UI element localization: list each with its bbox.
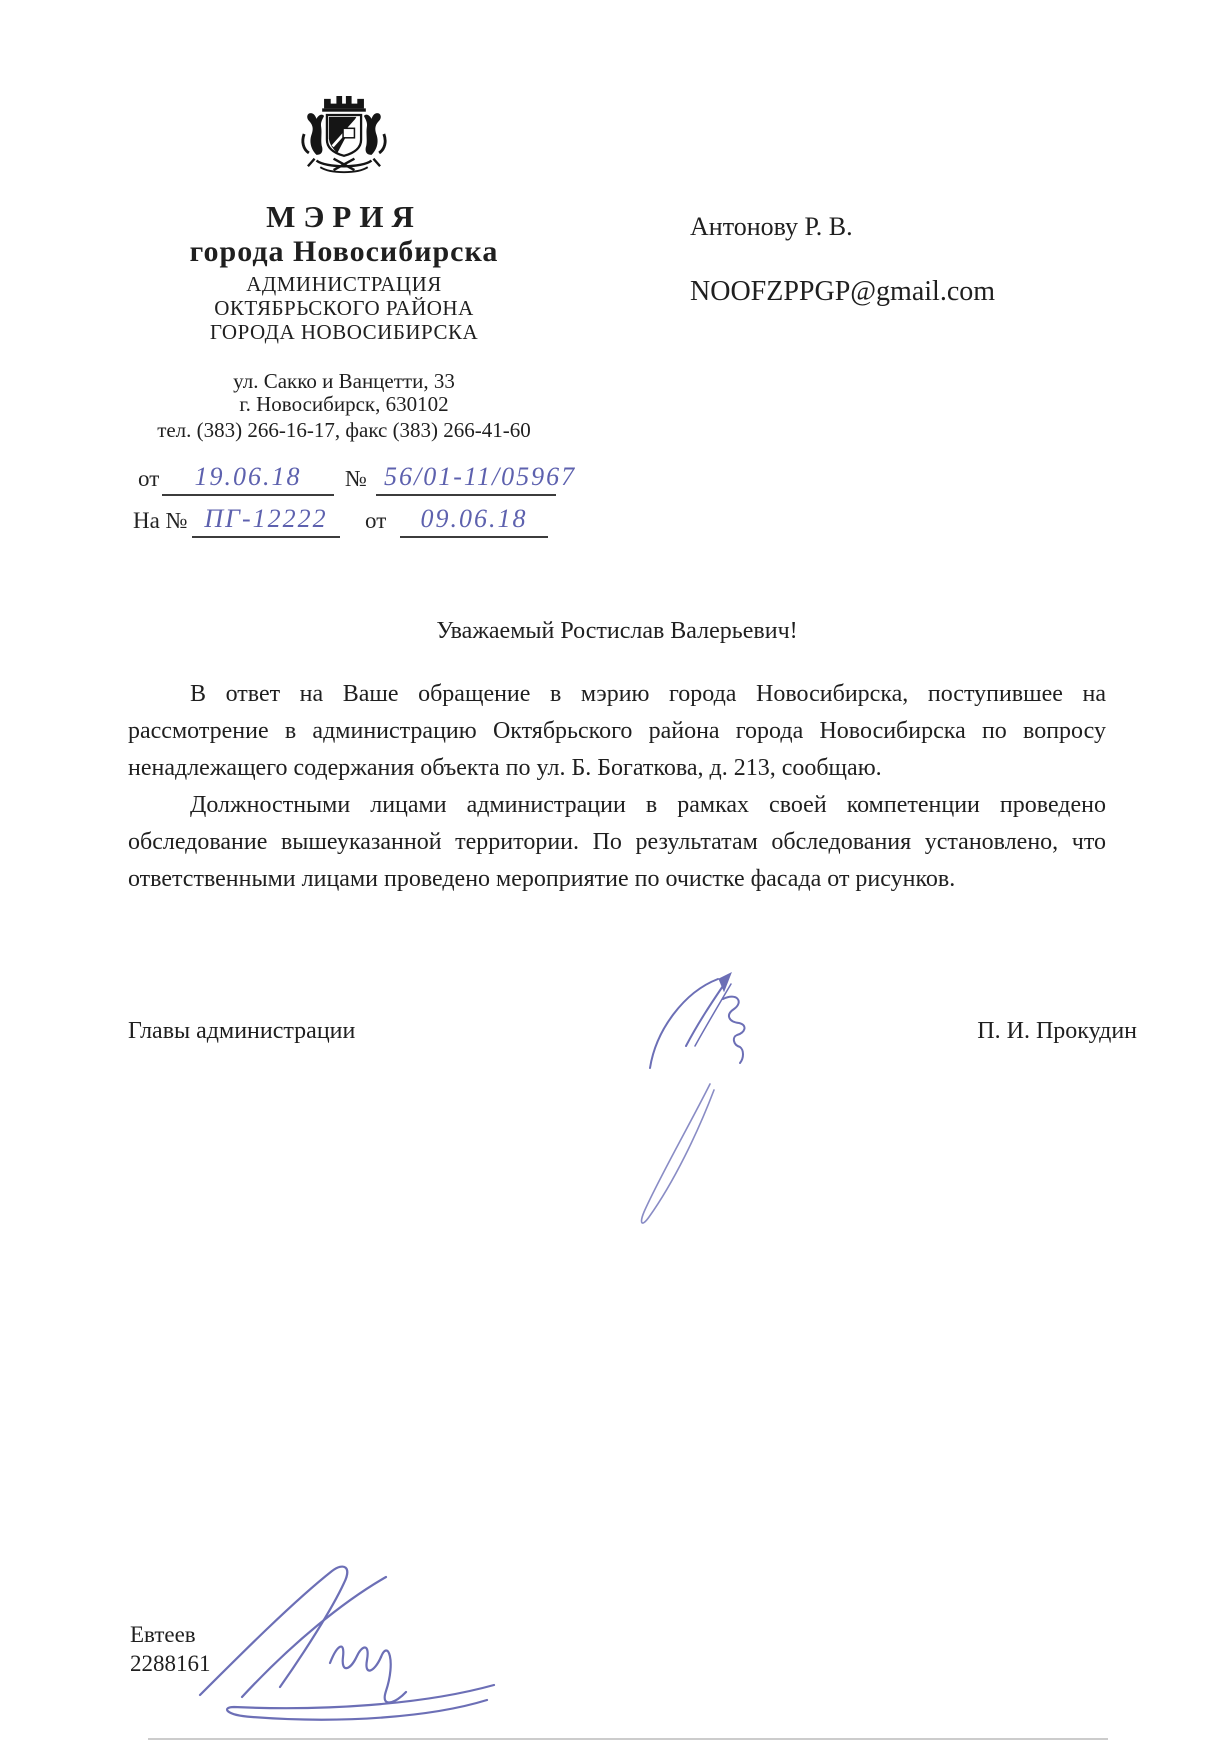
executor-name: Евтеев xyxy=(130,1622,196,1647)
signer-name: П. И. Прокудин xyxy=(977,1018,1137,1044)
body-paragraph-2: Должностными лицами администрации в рамках своей компетенции проведено обследование вышеуказанной территории. По результатам обследования установлено, что ответственными лицами проведено мероприятие по очистке фасада от рисунков. xyxy=(128,792,1106,892)
outgoing-number-label: № xyxy=(345,466,367,491)
body-paragraph-1: В ответ на Ваше обращение в мэрию города Новосибирска, поступившее на рассмотрение в администрацию Октябрьского района города Новосибирска по вопросу ненадлежащего содержания объекта по ул. Б. Богаткова, д. 213, сообщаю. xyxy=(128,681,1106,781)
reply-to-number-value: ПГ-12222 xyxy=(192,499,340,538)
department-line-2: ОКТЯБРЬСКОГО РАЙОНА xyxy=(214,296,474,320)
reply-date-value: 09.06.18 xyxy=(400,499,548,538)
letterhead xyxy=(118,86,570,442)
outgoing-date-value: 19.06.18 xyxy=(162,457,334,496)
address-line-2: г. Новосибирск, 630102 xyxy=(239,392,449,416)
address-block xyxy=(118,370,570,442)
letter-body xyxy=(128,676,1106,898)
department-block xyxy=(118,272,570,344)
salutation: Уважаемый Ростислав Валерьевич! xyxy=(436,618,798,644)
signer-title: Главы администрации xyxy=(128,1018,356,1044)
scan-artifact-line xyxy=(148,1738,1108,1740)
department-line-3: ГОРОДА НОВОСИБИРСКА xyxy=(209,320,479,344)
outgoing-number-value: 56/01-11/05967 xyxy=(376,457,556,496)
executor-signature-icon xyxy=(182,1545,537,1725)
address-line-1: ул. Сакко и Ванцетти, 33 xyxy=(233,369,455,393)
recipient-name: Антонову Р. В. xyxy=(690,212,853,241)
department-line-1: АДМИНИСТРАЦИЯ xyxy=(246,272,442,296)
recipient-email: NOOFZPPGP@gmail.com xyxy=(690,276,996,307)
phone-fax-line: тел. (383) 266-16-17, факс (383) 266-41-60 xyxy=(157,418,531,442)
recipient-block xyxy=(690,212,995,308)
novosibirsk-coat-of-arms-icon xyxy=(288,86,400,182)
prokudin-signature-icon xyxy=(628,966,763,1231)
reply-to-number-label: На № xyxy=(133,508,188,533)
org-subtitle: города Новосибирска xyxy=(189,235,499,268)
org-title: МЭРИЯ xyxy=(266,199,422,234)
reply-date-label: от xyxy=(365,508,387,533)
outgoing-date-label: от xyxy=(138,466,160,491)
executor-phone: 2288161 xyxy=(130,1651,211,1676)
